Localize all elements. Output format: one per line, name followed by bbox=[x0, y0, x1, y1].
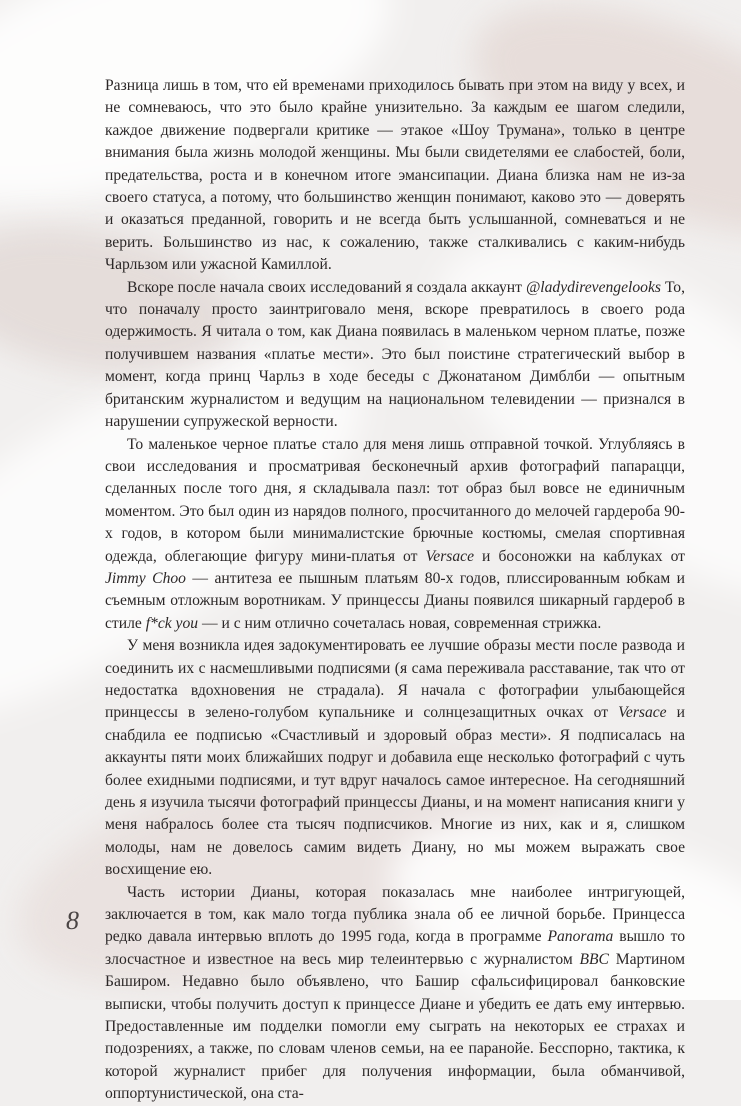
text-run: и снабдила ее подписью «Счастливый и здоровый образ мести». Я подписалась на аккаунты пяти моих ближайших подруг и добавила еще несколько фотографий с чуть более ехидными подписями, и тут вдруг началось самое интересное. На сегодняшний день я изучила тысячи фотографий принцессы Дианы, и на момент написания книги у меня набралось более ста тысяч подписчиков. Многие из них, как и я, слишком молоды, нам не довелось самим видеть Диану, но мы можем выражать свое восхищение ею. bbox=[105, 704, 685, 879]
body-text bbox=[105, 75, 685, 1106]
broadcaster-name: BBC bbox=[579, 950, 609, 968]
text-run: Разница лишь в том, что ей временами приходилось бывать при этом на виду у всех, и не сомневаюсь, что это было крайне унизительно. За каждым ее шагом следили, каждое движение подвергали критике — этакое «Шоу Трумана», только в центре внимания была жизнь молодой женщины. Мы были свидетелями ее слабостей, боли, предательства, роста и в конечном итоге эмансипации. Диана близка нам не из-за своего статуса, а потому, что большинство женщин понимают, каково это — доверять и оказаться преданной, говорить и не всегда быть услышанной, сомневаться и не верить. Большинство из нас, к сожалению, также сталкивались с каким-нибудь Чарльзом или ужасной Камиллой. bbox=[105, 77, 685, 274]
brand-name: Jimmy Choo bbox=[105, 569, 186, 587]
italic-phrase: f*ck you bbox=[145, 614, 199, 632]
paragraph-2 bbox=[105, 277, 685, 434]
paragraph-3 bbox=[105, 434, 685, 636]
program-name: Panorama bbox=[547, 928, 614, 946]
paragraph-1 bbox=[105, 75, 685, 277]
text-run: То маленькое черное платье стало для меня лишь отправной точкой. Углубляясь в свои исследования и просматривая бесконечный архив фотографий папарацци, сделанных после того дня, я складывала пазл: тот образ был вовсе не единичным моментом. Это был один из нарядов полного, просчитанного до мелочей гардероба 90-х годов, в котором были минималистские брючные костюмы, смелая спортивная одежда, облегающие фигуру мини-платья от bbox=[105, 435, 685, 565]
brand-name: Versace bbox=[618, 704, 667, 722]
text-run: — антитеза ее пышным платьям 80-х годов, плиссированным юбкам и съемным отложным воротникам. У принцессы Дианы появился шикарный гардероб в стиле bbox=[105, 569, 686, 632]
instagram-handle: @ladydirevengelooks bbox=[525, 278, 661, 296]
paragraph-5 bbox=[105, 882, 685, 1106]
text-run: Вскоре после начала своих исследований я создала аккаунт bbox=[127, 278, 526, 296]
brand-name: Versace bbox=[425, 547, 475, 565]
text-run: вышло то злосчастное и известное на весь мир телеинтервью с журналистом bbox=[105, 928, 685, 968]
text-run: Часть истории Дианы, которая показалась мне наиболее интригующей, заключается в том, как мало тогда публика знала об ее личной борьбе. Принцесса редко давала интервью вплоть до 1995 года, когда в программе bbox=[105, 883, 685, 946]
page-number: 8 bbox=[66, 906, 79, 935]
text-run: Мартином Баширом. Недавно было объявлено, что Башир сфальсифицировал банковские выписки, чтобы получить доступ к принцессе Диане и убедить ее дать ему интервью. Предоставленные им подделки помогли ему сыграть на некоторых ее страхах и подозрениях, а также, по словам членов семьи, на ее паранойе. Бесспорно, тактика, к которой журналист прибег для получения информации, была обманчивой, оппортунистической, она ста- bbox=[105, 950, 686, 1103]
text-run: и босоножки на каблуках от bbox=[474, 547, 685, 565]
paragraph-4 bbox=[105, 635, 685, 881]
text-run: То, что поначалу просто заинтриговало меня, вскоре превратилось в своего рода одержимость. Я читала о том, как Диана появилась в маленьком черном платье, позже получившем названия «платье мести». Это был поистине стратегический выбор в момент, когда принц Чарльз в ходе беседы с Джонатаном Димблби — опытным британским журналистом и ведущим на национальном телевидении — признался в нарушении супружеской верности. bbox=[105, 278, 685, 431]
text-run: — и с ним отлично сочеталась новая, современная стрижка. bbox=[198, 614, 602, 632]
text-run: У меня возникла идея задокументировать ее лучшие образы мести после развода и соединить их с насмешливыми подписями (я сама переживала расставание, так что от недостатка вдохновения не страдала). Я начала с фотографии улыбающейся принцессы в зелено-голубом купальнике и солнцезащитных очках от bbox=[105, 637, 685, 722]
